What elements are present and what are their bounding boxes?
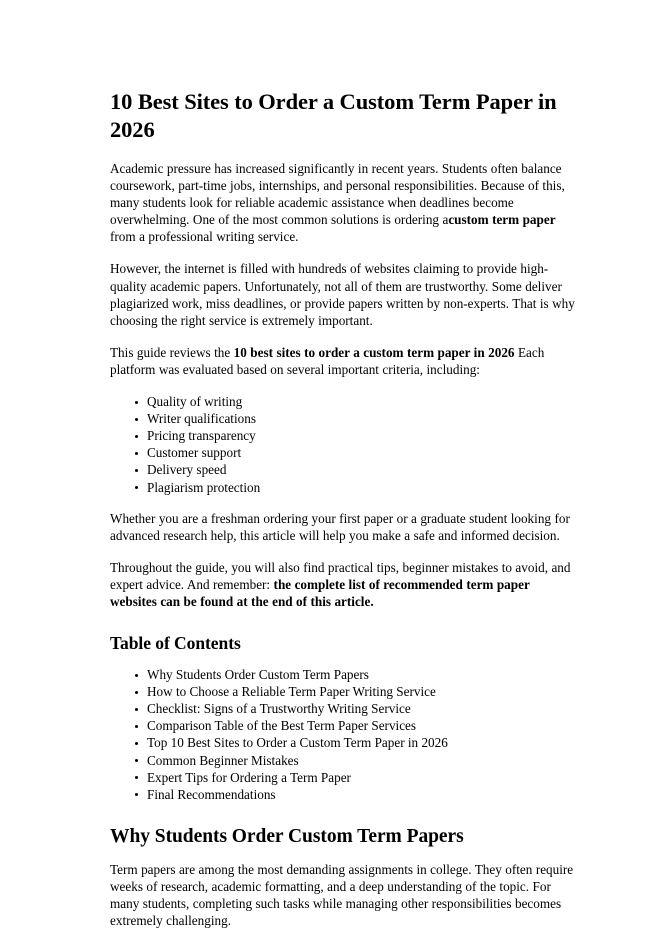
list-item: Expert Tips for Ordering a Term Paper	[135, 769, 578, 786]
intro-paragraph-1	[110, 160, 578, 245]
list-item: Final Recommendations	[135, 786, 578, 803]
document-content	[110, 88, 578, 929]
list-item: Checklist: Signs of a Trustworthy Writing Service	[135, 700, 578, 717]
intro-paragraph-2: However, the internet is filled with hundreds of websites claiming to provide high-quality academic papers. Unfortunately, not all of them are trustworthy. Some deliver plagiarized work, miss deadlines, or provide papers written by non-experts. That is why choosing the right service is extremely important.	[110, 261, 575, 328]
criteria-list	[110, 393, 578, 496]
why-students-order-heading: Why Students Order Custom Term Papers	[110, 825, 464, 847]
list-item: Delivery speed	[135, 461, 578, 478]
list-item: Plagiarism protection	[135, 479, 578, 496]
table-of-contents-list	[110, 666, 578, 803]
table-of-contents-heading: Table of Contents	[110, 633, 241, 654]
intro-paragraph-1-text: Academic pressure has increased significantly in recent years. Students often balance coursework, part-time jobs, internships, and personal responsibilities. Because of this, many students look for reliable academic assistance when deadlines become overwhelming. One of the most common solutions is ordering a	[110, 161, 565, 228]
list-item: Writer qualifications	[135, 410, 578, 427]
list-item: Customer support	[135, 444, 578, 461]
list-item: Common Beginner Mistakes	[135, 752, 578, 769]
list-item: Quality of writing	[135, 393, 578, 410]
list-item: Comparison Table of the Best Term Paper Services	[135, 717, 578, 734]
intro-paragraph-1-tail: from a professional writing service.	[110, 229, 299, 245]
intro-paragraph-5	[110, 559, 578, 610]
intro-paragraph-5-emphasis: the complete list of recommended term paper websites can be found at the end of this article.	[110, 576, 530, 609]
intro-paragraph-3-emphasis: 10 best sites to order a custom term paper in 2026	[233, 344, 515, 360]
intro-paragraph-3-tail: Each platform was evaluated based on several important criteria, including:	[110, 344, 545, 377]
list-item: Top 10 Best Sites to Order a Custom Term Paper in 2026	[135, 734, 578, 751]
intro-paragraph-5-lead: Throughout the guide, you will also find practical tips, beginner mistakes to avoid, and expert advice. And remember:	[110, 559, 571, 592]
list-item: How to Choose a Reliable Term Paper Writing Service	[135, 683, 578, 700]
intro-paragraph-4: Whether you are a freshman ordering your first paper or a graduate student looking for advanced research help, this article will help you make a safe and informed decision.	[110, 510, 570, 543]
intro-paragraph-3-lead: This guide reviews the	[110, 344, 234, 360]
list-item: Pricing transparency	[135, 427, 578, 444]
intro-paragraph-3	[110, 344, 578, 378]
intro-paragraph-1-emphasis: custom term paper	[448, 212, 556, 228]
page-title: 10 Best Sites to Order a Custom Term Paper in 2026	[110, 89, 557, 142]
list-item: Why Students Order Custom Term Papers	[135, 666, 578, 683]
why-students-order-paragraph: Term papers are among the most demanding assignments in college. They often require weeks of research, academic formatting, and a deep understanding of the topic. For many students, completing such tasks while managing other responsibilities becomes extremely challenging.	[110, 861, 574, 929]
